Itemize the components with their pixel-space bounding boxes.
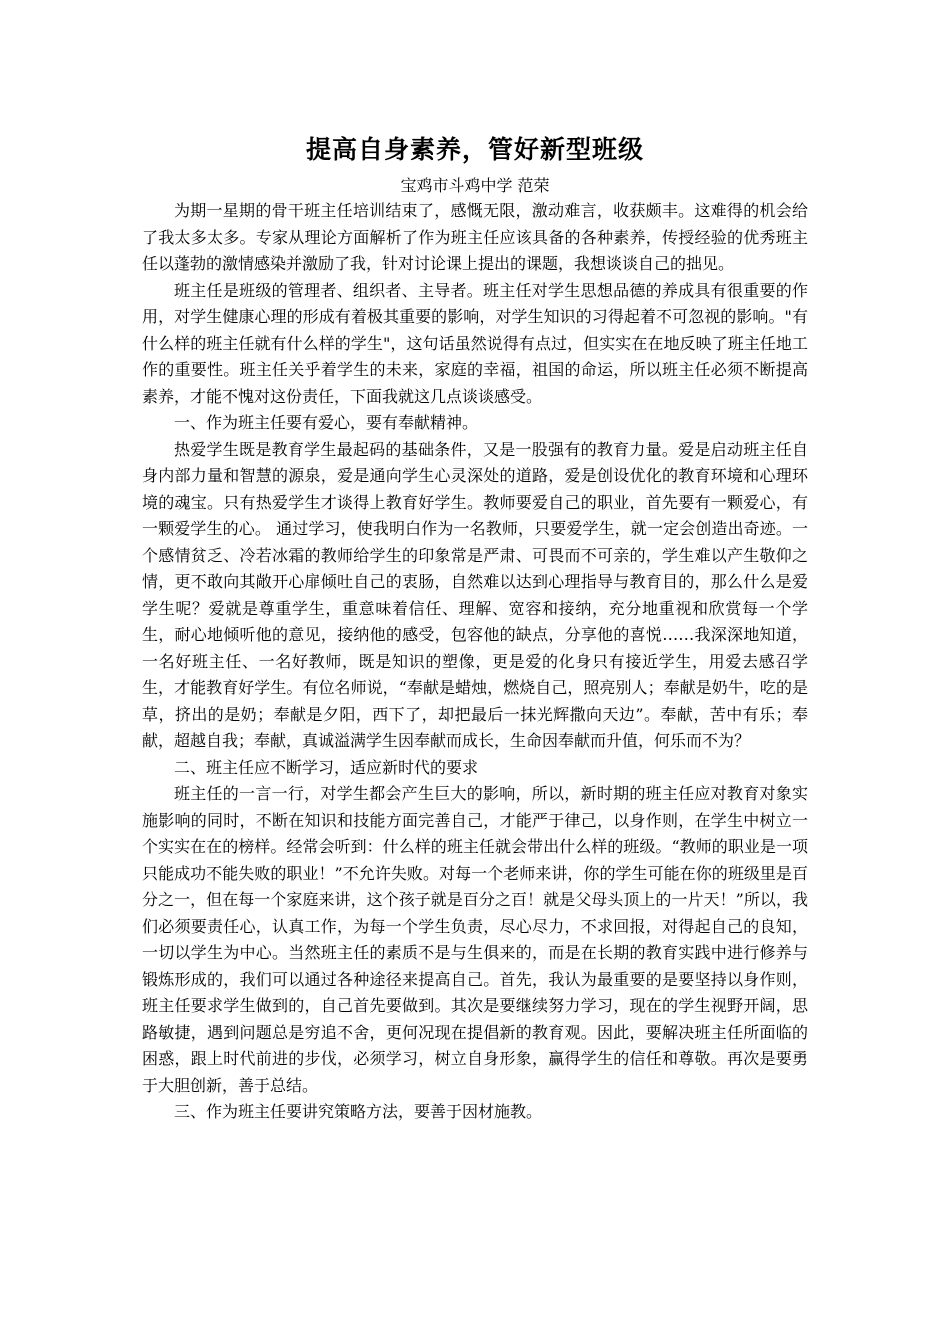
paragraph-learning: 班主任的一言一行，对学生都会产生巨大的影响，所以，新时期的班主任应对教育对象实施影响的同时，不断在知识和技能方面完善自己，才能严于律己，以身作则，在学生中树立一个实实在在的榜样。经常会听到：什么样的班主任就会带出什么样的班级。“教师的职业是一项只能成功不能失败的职业！”不允许失败。对每一个老师来讲，你的学生可能在你的班级里是百分之一，但在每一个家庭来讲，这个孩子就是百分之百！就是父母头顶上的一片天！”所以，我们必须要责任心，认真工作，为每一个学生负责，尽心尽力，不求回报，对得起自己的良知，一切以学生为中心。当然班主任的素质不是与生俱来的，而是在长期的教育实践中进行修养与锻炼形成的，我们可以通过各种途径来提高自己。首先，我认为最重要的是要坚持以身作则，班主任要求学生做到的，自己首先要做到。其次是要继续努力学习，现在的学生视野开阔，思路敏捷，遇到问题总是穷追不舍，更何况现在提倡新的教育观。因此，要解决班主任所面临的困惑，跟上时代前进的步伐，必须学习，树立自身形象，赢得学生的信任和尊敬。再次是要勇于大胆创新，善于总结。 — [142, 784, 808, 1095]
section-heading-1: 一、作为班主任要有爱心，要有奉献精神。 — [174, 413, 479, 432]
section-heading-2: 二、班主任应不断学习，适应新时代的要求 — [174, 757, 479, 777]
paragraph-role: 班主任是班级的管理者、组织者、主导者。班主任对学生思想品德的养成具有很重要的作用，对学生健康心理的形成有着极其重要的影响，对学生知识的习得起着不可忽视的影响。"有什么样的班主任就有什么样的学生"，这句话虽然说得有点过，但实实在在地反映了班主任地工作的重要性。班主任关乎着学生的未来，家庭的幸福，祖国的命运，所以班主任必须不断提高素养，才能不愧对这份责任，下面我就这几点谈谈感受。 — [142, 280, 808, 406]
document-page — [142, 130, 808, 1126]
document-author: 宝鸡市斗鸡中学 范荣 — [400, 176, 550, 195]
paragraph-intro: 为期一星期的骨干班主任培训结束了，感慨无限，激动难言，收获颇丰。这难得的机会给了我太多太多。专家从理论方面解析了作为班主任应该具备的各种素养，传授经验的优秀班主任以蓬勃的激情感染并激励了我，针对讨论课上提出的课题，我想谈谈自己的拙见。 — [142, 201, 808, 273]
document-title: 提高自身素养，管好新型班级 — [305, 135, 644, 164]
document-body — [142, 198, 808, 1126]
section-heading-3: 三、作为班主任要讲究策略方法，要善于因材施教。 — [174, 1102, 543, 1121]
paragraph-love: 热爱学生既是教育学生最起码的基础条件，又是一股强有的教育力量。爱是启动班主任自身内部力量和智慧的源泉，爱是通向学生心灵深处的道路，爱是创设优化的教育环境和心理环境的魂宝。只有热爱学生才谈得上教育好学生。教师要爱自己的职业，首先要有一颗爱心，有一颗爱学生的心。 通过学习，使我明白作为一名教师，只要爱学生，就一定会创造出奇迹。一个感情贫乏、冷若冰霜的教师给学生的印象常是严肃、可畏而不可亲的，学生难以产生敬仰之情，更不敢向其敞开心扉倾吐自己的衷肠，自然难以达到心理指导与教育目的，那么什么是爱学生呢？爱就是尊重学生，重意味着信任、理解、宽容和接纳，充分地重视和欣赏每一个学生，耐心地倾听他的意见，接纳他的感受，包容他的缺点，分享他的喜悦……我深深地知道，一名好班主任、一名好教师，既是知识的塑像，更是爱的化身只有接近学生，用爱去感召学生，才能教育好学生。有位名师说，“奉献是蜡烛，燃烧自己，照亮别人；奉献是奶牛，吃的是草，挤出的是奶；奉献是夕阳，西下了，却把最后一抹光辉撒向天边”。奉献，苦中有乐；奉献，超越自我；奉献，真诚溢满学生因奉献而成长，生命因奉献而升值，何乐而不为？ — [142, 439, 808, 750]
